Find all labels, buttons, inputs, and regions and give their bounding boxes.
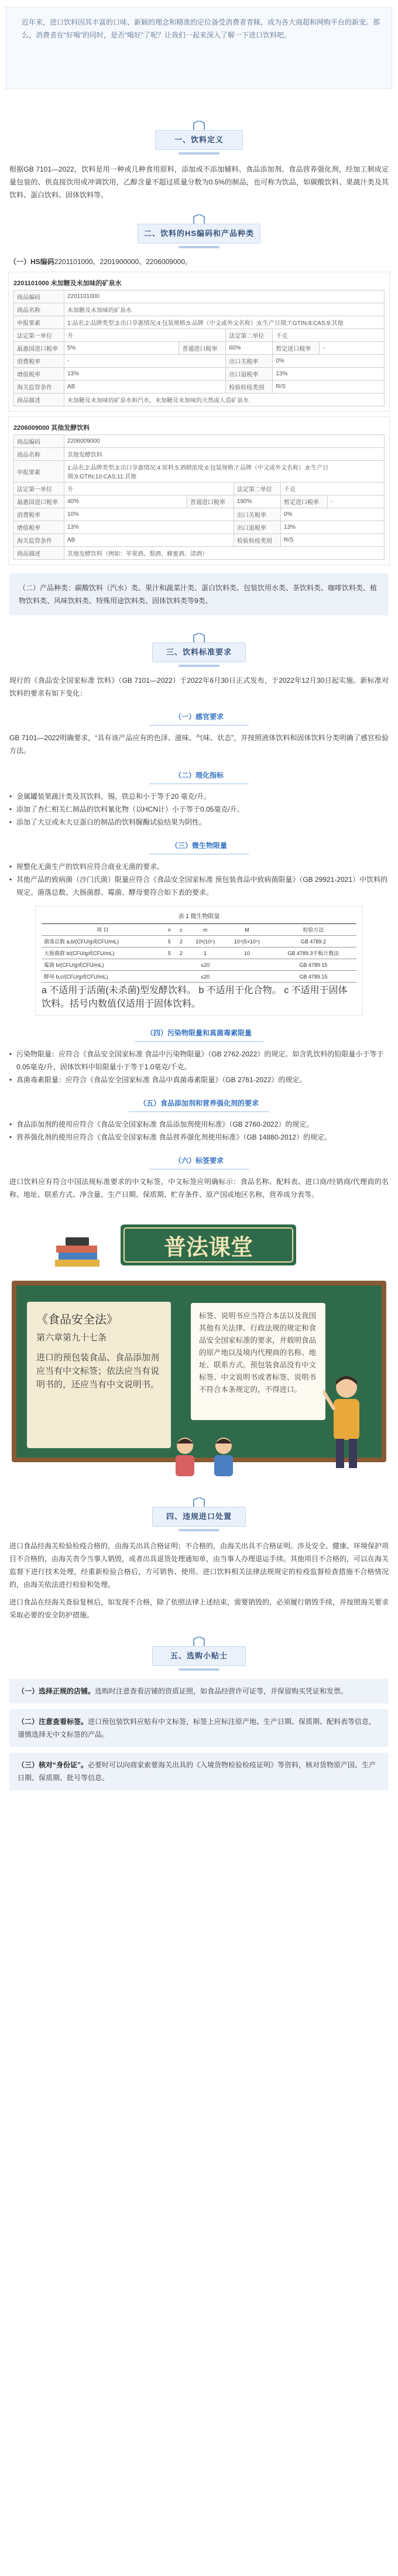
- law-classroom-banner: [33, 1216, 361, 1278]
- microbe-list: [9, 860, 389, 899]
- list-item: • 真菌毒素限量：应符合《食品安全国家标准 食品中真菌毒素限量》（GB 2761-2022）的规定。: [9, 1073, 389, 1086]
- hs-table: [13, 290, 385, 406]
- law-body: 进口的预包装食品、食品添加剂应当有中文标签；依法应当有说明书的，还应当有中文说明书。: [36, 1353, 160, 1390]
- table-row: [14, 368, 385, 381]
- law-note: [191, 1303, 325, 1420]
- table-cell: 13%: [273, 368, 385, 381]
- tip-label: （三）核对“身份证”。: [18, 1761, 88, 1769]
- table-cell: [175, 959, 187, 971]
- hs-box-title: 2201101000 未加糖及未加味的矿泉水: [13, 280, 122, 287]
- table-cell: 10²(10⁴): [187, 936, 224, 947]
- table-row: [14, 483, 385, 495]
- table-cell: [175, 971, 187, 983]
- table-cell: 最惠国进口税率: [14, 495, 64, 508]
- table-header-row: [42, 924, 356, 936]
- additive-list: [9, 1118, 389, 1144]
- column-header: 项 目: [42, 924, 163, 936]
- tip-item: [9, 1679, 389, 1703]
- table-cell: 10⁴(5×10⁴): [224, 936, 270, 947]
- table-cell: 商品编码: [14, 290, 64, 303]
- table-cell: 酵母 b,c/(CFU/g或CFU/mL): [42, 971, 163, 983]
- subheading-additive: （五）食品添加剂和营养强化剂的要求: [129, 1094, 269, 1112]
- disposal-text-2: 进口食品在经海关查验复核后，如发现不合格，除了依照法律上述结束，需要销毁的，必须履行销毁手续，并按照海关要求采取必要的安全防护措施。: [9, 1598, 389, 1619]
- table-cell: 2206009000: [64, 435, 385, 448]
- hs-heading: （一）HS编码: [9, 258, 54, 266]
- tips-list: [9, 1679, 389, 1790]
- table-row: [14, 394, 385, 406]
- table-cell: 法定第一单位: [14, 483, 64, 495]
- table-cell: ≤20: [187, 971, 224, 983]
- table-cell: 13%: [280, 521, 384, 534]
- heading-underline: [179, 665, 219, 667]
- subheading-sensory: （一）感官要求: [149, 708, 249, 726]
- table-cell: 商品名称: [14, 448, 64, 461]
- table-cell: 检验检疫类别: [234, 534, 280, 547]
- table-cell: R/S: [273, 381, 385, 394]
- section-heading-disposal: 四、违规进口处置: [152, 1497, 246, 1531]
- table-cell: -: [320, 342, 385, 355]
- contaminant-list: [9, 1048, 389, 1086]
- table-row: [14, 508, 385, 521]
- table-cell: 增值税率: [14, 368, 64, 381]
- column-header: n: [163, 924, 175, 936]
- subheading-contaminant: （四）污染物限量和真菌毒素限量: [135, 1024, 263, 1042]
- table-cell: 出口关税率: [226, 355, 273, 368]
- physchem-list: [9, 790, 389, 829]
- table-cell: 1:品名;2:品牌类型;3:出口享惠情况;4:包装规格;5:品牌（中文或外文名称）;6:生产日期;7:GTIN;8:CAS;9:其他: [64, 316, 385, 329]
- table-cell: 出口关税率: [234, 508, 280, 521]
- standard-lead: 现行的《食品安全国家标准 饮料》（GB 7101—2022）于2022年6月30日正式发布，于2022年12月30日起实施。新标准对饮料的要求有如下变化：: [9, 676, 389, 697]
- table-cell: 其他发酵饮料（例如：苹果酒、梨酒、蜂蜜酒、清酒）: [64, 547, 385, 560]
- table-cell: 2: [175, 947, 187, 959]
- table-cell: 暂定进口税率: [280, 495, 327, 508]
- books-icon: [55, 1237, 100, 1267]
- hs-box-title: 2206009000 其他发酵饮料: [13, 425, 90, 432]
- table-row: [14, 316, 385, 329]
- table-cell: 申报要素: [14, 316, 64, 329]
- table-cell: GB 4789.15: [270, 959, 356, 971]
- table-row: [42, 936, 356, 947]
- law-note-text: 标签、说明书应当符合本法以及我国其他有关法律、行政法规的规定和食品安全国家标准的要求，并载明食品的原产地以及境内代理商的名称、地址、联系方式。预包装食品没有中文标签、中文说明书或者标签、说明书不符合本条规定的，不得进口。: [199, 1312, 317, 1394]
- table-cell: 千克: [280, 483, 384, 495]
- table-cell: 0%: [273, 355, 385, 368]
- table-cell: 法定第二单位: [226, 329, 273, 342]
- column-header: m: [187, 924, 224, 936]
- subheading-microbe: （三）微生物限量: [149, 837, 249, 854]
- list-item: • 规整化无菌生产的饮料应符合商业无菌的要求。: [9, 860, 389, 873]
- table-cell: GB 4789.3平板计数法: [270, 947, 356, 959]
- table-row: [14, 342, 385, 355]
- heading-underline: [179, 1529, 219, 1531]
- table-row: [14, 329, 385, 342]
- table-cell: ≤20: [187, 959, 224, 971]
- table-cell: 出口退税率: [234, 521, 280, 534]
- table-cell: 10: [224, 947, 270, 959]
- table-row: [14, 547, 385, 560]
- law-scroll: [27, 1302, 171, 1448]
- ribbon-icon: [191, 633, 207, 642]
- table-cell: 13%: [64, 368, 226, 381]
- section-heading-hs: 二、饮料的HS编码和产品种类: [138, 214, 260, 248]
- table-cell: 5: [163, 947, 175, 959]
- students-icon: [167, 1432, 243, 1479]
- table-cell: 商品名称: [14, 303, 64, 316]
- law-classroom-illustration: [9, 1216, 389, 1480]
- table-cell: 40%: [64, 495, 187, 508]
- table-cell: [163, 959, 175, 971]
- heading-underline: [179, 246, 219, 248]
- microbe-table: [42, 923, 356, 983]
- disposal-text-1: 进口食品经海关检验检疫合格的，由海关出具合格证明；不合格的，由海关出具不合格证明。涉及安全、健康、环境保护项目不合格的，由海关责令当事人销毁，或者出具退货处理通知单，由当事人办理退运手续。其他项目不合格的，可以在海关监督下进行技术处理，经重新检验合格后，方可销售、使用。进口饮料相关法律法规规定的检疫监督检查措施不合格情况的，由海关依法进行检验和处理。: [9, 1542, 389, 1589]
- hs-code-box-fermented: [8, 416, 390, 565]
- table-cell: 5: [163, 936, 175, 947]
- board-title: 普法课堂: [163, 1236, 253, 1260]
- section-heading-tips: 五、选购小贴士: [152, 1637, 246, 1671]
- ribbon-icon: [191, 121, 207, 130]
- table-cell: 其他发酵饮料: [64, 448, 385, 461]
- tip-text: 进口预包装饮料应贴有中文标签，标签上应标注原产地、生产日期、保质期、配料表等信息，谨慎选择无中文标签的产品。: [18, 1718, 376, 1739]
- table-cell: 升: [64, 483, 234, 495]
- table-cell: 海关监管条件: [14, 534, 64, 547]
- column-header: 检验方法: [270, 924, 356, 936]
- hs-table: [13, 435, 385, 560]
- table-cell: 1: [187, 947, 224, 959]
- table-cell: 申报要素: [14, 461, 64, 483]
- table-cell: [224, 971, 270, 983]
- list-item: • 添加了大豆或未大豆蛋白的制品的饮料脲酶试验结果为阴性。: [9, 816, 389, 829]
- ribbon-icon: [191, 1637, 207, 1646]
- table-cell: R/S: [280, 534, 384, 547]
- tip-label: （一）选择正规的店铺。: [18, 1687, 95, 1695]
- table-caption: 表 1 微生物限量: [178, 914, 220, 920]
- table-cell: 菌落总数 a,b/(CFU/g或CFU/mL): [42, 936, 163, 947]
- list-item: • 其他产品的致病菌（沙门氏菌）限量应符合《食品安全国家标准 预包装食品中致病菌限量》（GB 29921-2021）中饮料的规定。菌落总数、大肠菌群、霉菌、酵母要符合如下表的要求。: [9, 873, 389, 899]
- table-cell: 大肠菌群 b/(CFU/g或CFU/mL): [42, 947, 163, 959]
- table-row: [14, 534, 385, 547]
- law-chapter: 第六章第九十七条: [36, 1333, 107, 1343]
- table-cell: GB 4789.15: [270, 971, 356, 983]
- ribbon-icon: [191, 214, 207, 224]
- table-row: [14, 290, 385, 303]
- table-cell: 普通进口税率: [187, 495, 234, 508]
- table-cell: 未加糖及未加味的矿泉水和汽水，未加糖及未加味的天然或人造矿泉水: [64, 394, 385, 406]
- teacher-figure-icon: [323, 1373, 370, 1473]
- table-cell: 海关监管条件: [14, 381, 64, 394]
- list-item: • 金属罐装果蔬汁类及其饮料，锡，铁总和小于等于20 毫克/升。: [9, 790, 389, 803]
- list-item: • 营养强化剂的使用应符合《食品安全国家标准 食品营养强化剂使用标准》（GB 14880-2012）的规定。: [9, 1131, 389, 1144]
- product-types-text: （二）产品种类：碳酸饮料（汽水）类、果汁和蔬菜汁类、蛋白饮料类、包装饮用水类、茶饮料类、咖啡饮料类、植物饮料类、风味饮料类、特殊用途饮料类、固体饮料类等9类。: [19, 584, 378, 605]
- sensory-text: GB 7101—2022明确要求，“具有该产品应有的色泽、滋味、气味、状态”，并按照液体饮料和固体饮料分类明确了感官检验方法。: [9, 734, 389, 755]
- table-cell: 暂定进口税率: [273, 342, 320, 355]
- list-item: • 污染物限量：应符合《食品安全国家标准 食品中污染物限量》（GB 2762-2022）的规定。如含乳饮料的铅限量小于等于0.05毫克/升，固体饮料中铅限量小于等于1.0毫克/千克。: [9, 1048, 389, 1073]
- table-cell: 普通进口税率: [179, 342, 226, 355]
- table-cell: 未加糖及未加味的矿泉水: [64, 303, 385, 316]
- table-cell: AB: [64, 534, 234, 547]
- microbe-limit-table: [35, 906, 363, 1016]
- table-cell: 升: [64, 329, 226, 342]
- table-row: [14, 448, 385, 461]
- table-cell: 最惠国进口税率: [14, 342, 64, 355]
- tip-item: [9, 1709, 389, 1747]
- table-cell: 180%: [234, 495, 280, 508]
- table-cell: -: [327, 495, 384, 508]
- table-row: [42, 947, 356, 959]
- heading-underline: [179, 152, 219, 155]
- table-cell: 消费税率: [14, 508, 64, 521]
- table-cell: 法定第二单位: [234, 483, 280, 495]
- intro-text: 近年来，进口饮料因其丰富的口味、新颖的理念和精准的定位备受消费者青睐，成为各大商超和网购平台的新宠。那么，消费者在“好喝”的同时，是否“喝好”了呢？让我们一起来深入了解一下进口饮料吧。: [22, 18, 380, 39]
- subheading-label: （六）标签要求: [149, 1152, 249, 1169]
- definition-text: 根据GB 7101—2022，饮料是用一种或几种食用原料，添加或不添加辅料、食品添加剂、食品营养强化剂，经加工制成定量包装的、供直接饮用或冲调饮用，乙醇含量不超过质量分数为0.5%的制品，也可称为饮品，如碳酸饮料、果蔬汁类及其饮料、蛋白饮料、固体饮料等。: [9, 165, 389, 199]
- table-cell: [224, 959, 270, 971]
- table-cell: 商品描述: [14, 547, 64, 560]
- tip-item: [9, 1753, 389, 1790]
- list-item: • 添加了杏仁相关仁制品的饮料氰化物（以HCN计）小于等于0.05毫克/升。: [9, 803, 389, 816]
- table-row: [14, 381, 385, 394]
- table-cell: 2201101000: [64, 290, 385, 303]
- table-cell: 千克: [273, 329, 385, 342]
- table-cell: GB 4789.2: [270, 936, 356, 947]
- hs-code-box-mineral-water: [8, 272, 390, 412]
- table-cell: -: [64, 355, 226, 368]
- table-row: [14, 303, 385, 316]
- table-notes: a 不适用于活菌(未杀菌)型发酵饮料。 b 不适用于化合物。 c 不适用于固体饮料。括号内数值仅适用于固体饮料。: [42, 986, 348, 1009]
- table-row: [14, 495, 385, 508]
- table-row: [14, 521, 385, 534]
- table-row: [14, 435, 385, 448]
- table-cell: 60%: [226, 342, 273, 355]
- table-cell: 增值税率: [14, 521, 64, 534]
- table-cell: 10%: [64, 508, 234, 521]
- section-heading-definition: 一、饮料定义: [155, 121, 243, 155]
- tip-text: 选购时注意查看店铺的资质证照，如食品经营许可证等，并保留购买凭证和发票。: [95, 1687, 348, 1695]
- table-row: [42, 959, 356, 971]
- subheading-physchem: （二）理化指标: [149, 767, 249, 784]
- table-cell: 13%: [64, 521, 234, 534]
- hs-codes: 2201101000、2201900000、2206009000。: [54, 258, 192, 266]
- table-cell: 2: [175, 936, 187, 947]
- table-cell: 商品描述: [14, 394, 64, 406]
- column-header: c: [175, 924, 187, 936]
- law-name: 《食品安全法》: [36, 1313, 118, 1326]
- ribbon-icon: [191, 1497, 207, 1507]
- table-row: [42, 971, 356, 983]
- table-cell: 检验检疫类别: [226, 381, 273, 394]
- table-cell: 商品编码: [14, 435, 64, 448]
- table-cell: 霉菌 b/(CFU/g或CFU/mL): [42, 959, 163, 971]
- tip-label: （二）注意查看标签。: [18, 1718, 88, 1726]
- product-types-box: [9, 573, 389, 615]
- table-cell: 法定第一单位: [14, 329, 64, 342]
- heading-underline: [179, 1668, 219, 1671]
- table-cell: 0%: [280, 508, 384, 521]
- table-row: [14, 355, 385, 368]
- column-header: M: [224, 924, 270, 936]
- section-heading-standard: 三、饮料标准要求: [152, 633, 246, 667]
- tip-text: 必要时可以向商家索要海关出具的《入境货物检验检疫证明》等资料，核对货物原产国、生产日期、保质期、批号等信息。: [18, 1761, 376, 1782]
- label-text: 进口饮料应有符合中国法规标准要求的中文标签，中文标签应明确标示：食品名称、配料表、进口商/经销商/代理商的名称、地址、联系方式、净含量、生产日期、保质期、贮存条件、原产国或地区名称，营养成分表等。: [9, 1178, 389, 1199]
- table-cell: [163, 971, 175, 983]
- table-cell: 消费税率: [14, 355, 64, 368]
- list-item: • 食品添加剂的使用应符合《食品安全国家标准 食品添加剂使用标准》（GB 2760-2022）的规定。: [9, 1118, 389, 1131]
- table-cell: 出口退税率: [226, 368, 273, 381]
- table-row: [14, 461, 385, 483]
- table-cell: AB: [64, 381, 226, 394]
- table-cell: 5%: [64, 342, 179, 355]
- intro-box: [6, 7, 392, 89]
- table-cell: 1:品名;2:品牌类型;3:出口享惠情况;4:原料;5:酒精浓度;6:包装规格;7:品牌（中文或外文名称）;8:生产日期;9:GTIN;10:CAS;11:其他: [64, 461, 385, 483]
